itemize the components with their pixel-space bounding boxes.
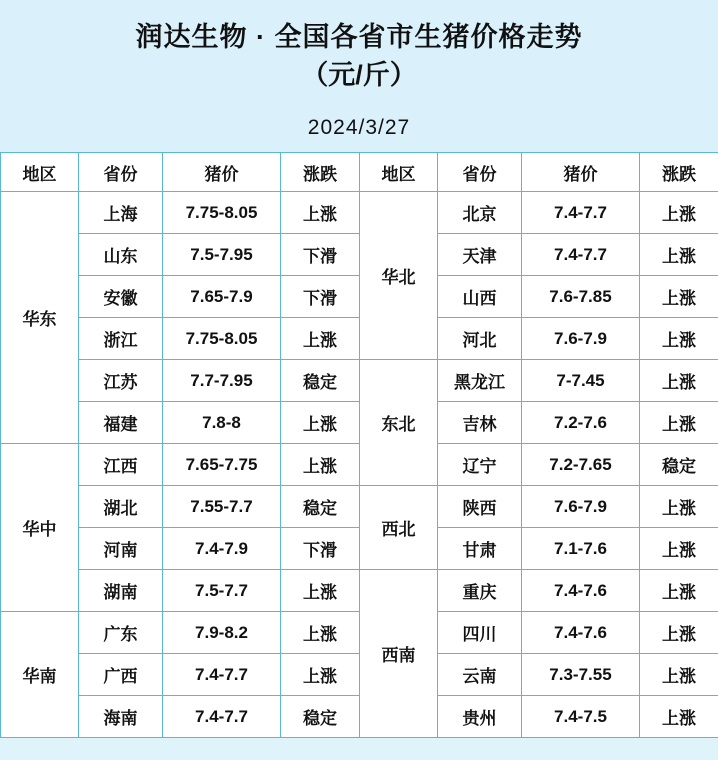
province-cell: 四川 (438, 612, 522, 654)
price-table (0, 152, 718, 738)
price-cell: 7.4-7.7 (163, 696, 281, 738)
price-cell: 7.1-7.6 (522, 528, 640, 570)
change-cell: 上涨 (640, 696, 718, 738)
change-cell: 下滑 (281, 528, 360, 570)
col-header-province-left: 省份 (79, 153, 163, 192)
table-row (1, 234, 718, 276)
change-cell: 上涨 (281, 444, 360, 486)
table-body (1, 192, 718, 738)
change-cell: 上涨 (281, 612, 360, 654)
price-cell: 7.4-7.9 (163, 528, 281, 570)
region-cell-left: 华东 (1, 192, 79, 444)
change-cell: 上涨 (640, 360, 718, 402)
change-cell: 稳定 (281, 696, 360, 738)
change-cell: 上涨 (640, 486, 718, 528)
table-row (1, 654, 718, 696)
price-cell: 7.75-8.05 (163, 192, 281, 234)
change-cell: 稳定 (281, 360, 360, 402)
price-cell: 7.4-7.7 (163, 654, 281, 696)
col-header-price-left: 猪价 (163, 153, 281, 192)
price-cell: 7.7-7.95 (163, 360, 281, 402)
page-title: 润达生物 · 全国各省市生猪价格走势 (135, 22, 583, 52)
change-cell: 上涨 (281, 192, 360, 234)
price-cell: 7.4-7.7 (522, 192, 640, 234)
table-row (1, 612, 718, 654)
change-cell: 上涨 (281, 318, 360, 360)
price-cell: 7.4-7.7 (522, 234, 640, 276)
change-cell: 下滑 (281, 276, 360, 318)
price-cell: 7.2-7.65 (522, 444, 640, 486)
change-cell: 上涨 (640, 318, 718, 360)
col-header-change-left: 涨跌 (281, 153, 360, 192)
price-cell: 7.5-7.95 (163, 234, 281, 276)
price-cell: 7.8-8 (163, 402, 281, 444)
province-cell: 浙江 (79, 318, 163, 360)
change-cell: 上涨 (281, 654, 360, 696)
report-date: 2024/3/27 (0, 104, 718, 152)
table-row (1, 318, 718, 360)
change-cell: 稳定 (281, 486, 360, 528)
province-cell: 陕西 (438, 486, 522, 528)
change-cell: 上涨 (281, 402, 360, 444)
province-cell: 安徽 (79, 276, 163, 318)
change-cell: 上涨 (640, 192, 718, 234)
change-cell: 上涨 (640, 570, 718, 612)
table-row (1, 192, 718, 234)
change-cell: 上涨 (640, 612, 718, 654)
table-row (1, 570, 718, 612)
province-cell: 福建 (79, 402, 163, 444)
table-row (1, 696, 718, 738)
table-row (1, 444, 718, 486)
table-row (1, 276, 718, 318)
header-row (1, 153, 718, 192)
change-cell: 上涨 (640, 402, 718, 444)
price-cell: 7.55-7.7 (163, 486, 281, 528)
col-header-region-left: 地区 (1, 153, 79, 192)
region-cell-left: 华中 (1, 444, 79, 612)
change-cell: 上涨 (640, 234, 718, 276)
province-cell: 广东 (79, 612, 163, 654)
price-cell: 7.6-7.9 (522, 486, 640, 528)
province-cell: 吉林 (438, 402, 522, 444)
price-cell: 7.5-7.7 (163, 570, 281, 612)
col-header-price-right: 猪价 (522, 153, 640, 192)
price-cell: 7-7.45 (522, 360, 640, 402)
province-cell: 重庆 (438, 570, 522, 612)
table-row (1, 528, 718, 570)
province-cell: 北京 (438, 192, 522, 234)
region-cell-right: 西南 (360, 570, 438, 738)
province-cell: 黑龙江 (438, 360, 522, 402)
change-cell: 上涨 (281, 570, 360, 612)
table-row (1, 486, 718, 528)
price-cell: 7.6-7.85 (522, 276, 640, 318)
price-cell: 7.65-7.75 (163, 444, 281, 486)
report-header (0, 0, 718, 104)
price-cell: 7.4-7.6 (522, 570, 640, 612)
price-cell: 7.6-7.9 (522, 318, 640, 360)
change-cell: 上涨 (640, 276, 718, 318)
region-cell-right: 华北 (360, 192, 438, 360)
price-cell: 7.4-7.6 (522, 612, 640, 654)
province-cell: 海南 (79, 696, 163, 738)
col-header-region-right: 地区 (360, 153, 438, 192)
province-cell: 河南 (79, 528, 163, 570)
province-cell: 江苏 (79, 360, 163, 402)
province-cell: 上海 (79, 192, 163, 234)
table-row (1, 360, 718, 402)
province-cell: 贵州 (438, 696, 522, 738)
price-cell: 7.75-8.05 (163, 318, 281, 360)
province-cell: 河北 (438, 318, 522, 360)
change-cell: 下滑 (281, 234, 360, 276)
change-cell: 上涨 (640, 654, 718, 696)
price-cell: 7.9-8.2 (163, 612, 281, 654)
region-cell-left: 华南 (1, 612, 79, 738)
price-cell: 7.3-7.55 (522, 654, 640, 696)
province-cell: 江西 (79, 444, 163, 486)
price-cell: 7.2-7.6 (522, 402, 640, 444)
change-cell: 上涨 (640, 528, 718, 570)
province-cell: 云南 (438, 654, 522, 696)
region-cell-right: 东北 (360, 360, 438, 486)
province-cell: 辽宁 (438, 444, 522, 486)
province-cell: 山东 (79, 234, 163, 276)
province-cell: 天津 (438, 234, 522, 276)
price-cell: 7.65-7.9 (163, 276, 281, 318)
change-cell: 稳定 (640, 444, 718, 486)
province-cell: 湖南 (79, 570, 163, 612)
province-cell: 广西 (79, 654, 163, 696)
table-row (1, 402, 718, 444)
page-title-unit: （元/斤） (301, 60, 417, 90)
table-header (1, 153, 718, 192)
region-cell-right: 西北 (360, 486, 438, 570)
col-header-province-right: 省份 (438, 153, 522, 192)
col-header-change-right: 涨跌 (640, 153, 718, 192)
province-cell: 甘肃 (438, 528, 522, 570)
price-cell: 7.4-7.5 (522, 696, 640, 738)
province-cell: 山西 (438, 276, 522, 318)
province-cell: 湖北 (79, 486, 163, 528)
